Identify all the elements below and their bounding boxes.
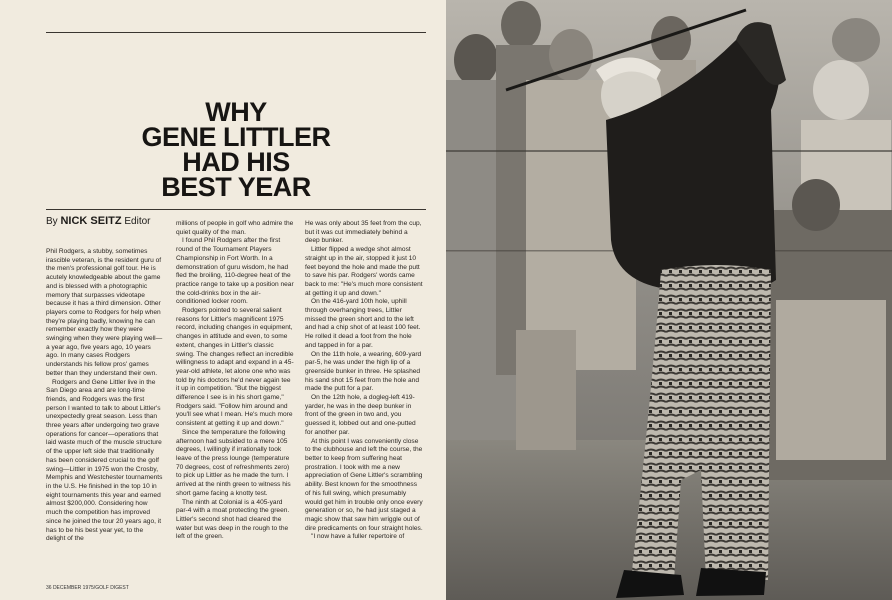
top-divider xyxy=(46,32,426,33)
author-name: NICK SEITZ xyxy=(60,215,122,227)
byline-prefix: By xyxy=(46,216,58,227)
paragraph: On the 416-yard 10th hole, uphill through overhanging trees, Littler missed the green short and to the left and had a chip shot of at least 100 feet. He rolled it dead a foot from the hole and tapped in for a par. xyxy=(305,298,421,349)
text-column-1 xyxy=(46,248,164,544)
text-column-3 xyxy=(305,220,423,542)
paragraph: At this point I was conveniently close to the clubhouse and left the course, the better to keep from suffering heat prostration. I took with me a new appreciation of Gene Littler's scrambling ability. Best known for the smoothness of his full swing, which presumably would get him in trouble only once every generation or so, he had just staged a magic show that saw him wriggle out of dire predicaments on four straight holes. xyxy=(305,437,423,532)
paragraph: "I now have a fuller repertoire of xyxy=(311,533,405,541)
paragraph: millions of people in golf who admire the quiet quality of the man. xyxy=(176,220,294,236)
headline-line-4: BEST YEAR xyxy=(161,172,311,202)
paragraph: The ninth at Colonial is a 405-yard par-4 with a moat protecting the green. Littler's second shot had cleared the water but was deep in the rough to the left of the green. xyxy=(176,498,290,541)
paragraph: Rodgers pointed to several salient reasons for Littler's magnificent 1975 record, including changes in equipment, changes in attitude and even, to some extent, changes in Littler's classic swing. The changes reflect an incredible willingness to adapt and expand in a 45-year-old athlete, let alone one who was told by his doctors he'd never again tee it up in competition. "But the biggest difference I see is in his short game," Rodgers said. "Follow him around and you'll see what I mean. He's much more consistent at getting it up and down." xyxy=(176,307,294,428)
paragraph: I found Phil Rodgers after the first round of the Tournament Players Championship in Fort Worth. In a demonstration of guru wisdom, he had fled the broiling, 110-degree heat of the practice range to take up a position near the cold-drinks box in the air-conditioned locker room. xyxy=(176,237,294,306)
golfer-photo xyxy=(446,0,892,600)
headline xyxy=(46,97,426,202)
author-role: Editor xyxy=(124,216,151,227)
headline-line-3: HAD HIS xyxy=(182,147,290,177)
paragraph: Phil Rodgers, a stubby, sometimes irascible veteran, is the resident guru of the men's professional golf tour. He is acutely knowledgeable about the game and is blessed with a photographic memory that surpasses videotape because it has a third dimension. Other players come to Rodgers for help when they're playing badly, knowing he can remember exactly how they were swinging when they were playing well—a year ago, five years ago, 10 years ago. In many cases Rodgers understands his fellow pros' games better than they understand their own. xyxy=(46,248,163,377)
byline xyxy=(46,215,150,227)
photo-illustration xyxy=(446,0,892,600)
headline-line-1: WHY xyxy=(205,97,267,127)
page-footer: 36 DECEMBER 1975/GOLF DIGEST xyxy=(46,585,129,591)
paragraph: Littler flipped a wedge shot almost straight up in the air, stopped it just 10 feet beyond the hole and made the putt to save his par. Rodgers' words came back to me: "He's much more consistent at getting it up and down." xyxy=(305,246,423,297)
text-column-2 xyxy=(176,220,294,542)
paragraph: He was only about 35 feet from the cup, but it was cut immediately behind a deep bunker. xyxy=(305,220,422,245)
paragraph: Rodgers and Gene Littler live in the San Diego area and are long-time friends, and Rodgers was the first person I wanted to talk to about Littler's unexpectedly great season. Less than three years after undergoing two grave operations for cancer—operations that laid waste much of the muscle structure of the upper left side that traditionally has been considered crucial to the golf swing—Littler in 1975 won the Crosby, Memphis and Westchester tournaments in the U.S. He finished in the top 10 in eight tournaments this year and earned almost $200,000. Considering how much the competition has improved since he joined the tour 20 years ago, it has to be his best year yet, to the delight of the xyxy=(46,378,163,543)
paragraph: On the 12th hole, a dogleg-left 419-yarder, he was in the deep bunker in front of the green in two and, you guessed it, lobbed out and one-putted for another par. xyxy=(305,394,416,436)
headline-line-2: GENE LITTLER xyxy=(141,122,331,152)
paragraph: On the 11th hole, a wearing, 609-yard par-5, he was under the high lip of a greenside bunker in three. He splashed his sand shot 15 feet from the hole and made the putt for a par. xyxy=(305,350,422,393)
byline-divider xyxy=(46,209,426,210)
paragraph: Since the temperature the following afternoon had subsided to a mere 105 degrees, I willingly if irrationally took leave of the press lounge (temperature 70 degrees, cost of refreshments zero) to pick up Littler as he made the turn. I arrived at the ninth green to witness his short game facing a knotty test. xyxy=(176,428,291,497)
